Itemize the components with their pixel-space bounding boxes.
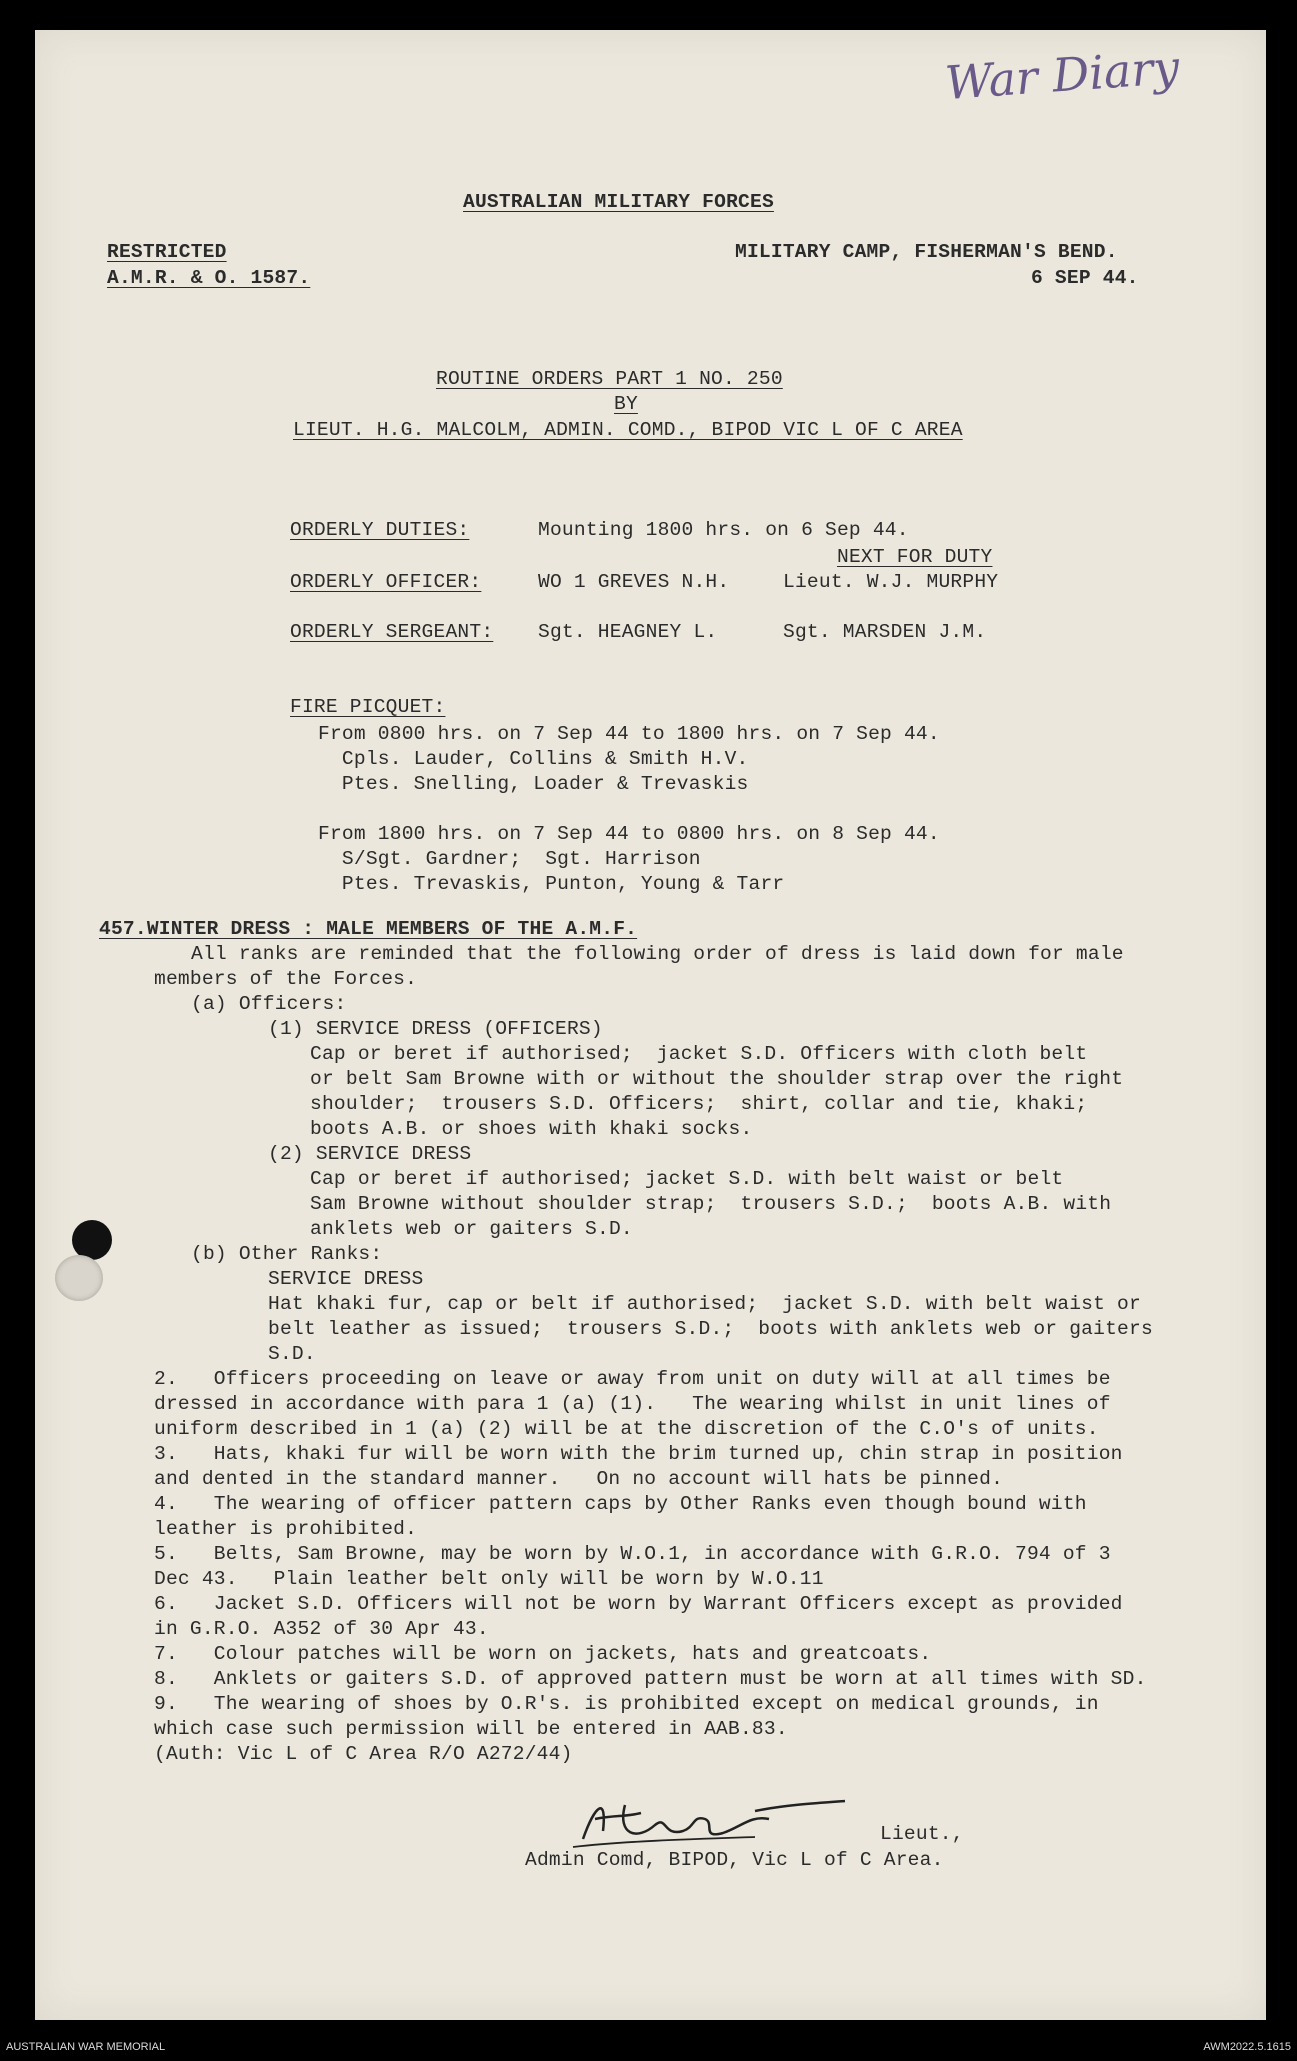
fire-picquet-line: Cpls. Lauder, Collins & Smith H.V. [318, 748, 749, 770]
document-heading: AUSTRALIAN MILITARY FORCES [463, 191, 774, 213]
body-line: (b) Other Ranks: [191, 1243, 383, 1265]
orderly-duties-label: ORDERLY DUTIES: [290, 519, 470, 541]
orderly-sergeant-next: Sgt. MARSDEN J.M. [783, 621, 987, 643]
body-line: members of the Forces. [154, 968, 418, 990]
body-line: uniform described in 1 (a) (2) will be at the discretion of the C.O's of units. [154, 1418, 1099, 1440]
next-for-duty-heading: NEXT FOR DUTY [837, 546, 993, 568]
orderly-sergeant-label: ORDERLY SERGEANT: [290, 621, 494, 643]
body-line: or belt Sam Browne with or without the shoulder strap over the right [310, 1068, 1124, 1090]
fire-picquet-line: Ptes. Trevaskis, Punton, Young & Tarr [318, 873, 785, 895]
body-line: Dec 43. Plain leather belt only will be worn by W.O.11 [154, 1568, 824, 1590]
body-line: (1) SERVICE DRESS (OFFICERS) [268, 1018, 603, 1040]
fire-picquet-line: From 1800 hrs. on 7 Sep 44 to 0800 hrs. on 8 Sep 44. [318, 823, 940, 845]
orderly-officer-value: WO 1 GREVES N.H. [538, 571, 730, 593]
body-line: boots A.B. or shoes with khaki socks. [310, 1118, 753, 1140]
orderly-officer-label: ORDERLY OFFICER: [290, 571, 482, 593]
document-date: 6 SEP 44. [1031, 267, 1139, 289]
fire-picquet-label: FIRE PICQUET: [290, 696, 446, 718]
orders-issuer: LIEUT. H.G. MALCOLM, ADMIN. COMD., BIPOD VIC L OF C AREA [293, 419, 963, 441]
fire-picquet-line: Ptes. Snelling, Loader & Trevaskis [318, 773, 749, 795]
body-line: belt leather as issued; trousers S.D.; boots with anklets web or gaiters [268, 1318, 1153, 1340]
reference-number: A.M.R. & O. 1587. [107, 267, 311, 289]
body-line: which case such permission will be entered in AAB.83. [154, 1718, 788, 1740]
signatory-rank: Lieut., [880, 1823, 964, 1845]
fire-picquet-line: From 0800 hrs. on 7 Sep 44 to 1800 hrs. on 7 Sep 44. [318, 723, 940, 745]
classification: RESTRICTED [107, 241, 227, 263]
orderly-duties-value: Mounting 1800 hrs. on 6 Sep 44. [538, 519, 909, 541]
document-page [35, 30, 1266, 2020]
body-line: 2. Officers proceeding on leave or away from unit on duty will at all times be [154, 1368, 1111, 1390]
archive-footer [0, 2031, 1297, 2061]
body-line: 6. Jacket S.D. Officers will not be worn by Warrant Officers except as provided [154, 1593, 1123, 1615]
body-line: 3. Hats, khaki fur will be worn with the brim turned up, chin strap in position [154, 1443, 1123, 1465]
body-line: S.D. [268, 1343, 316, 1365]
orderly-sergeant-value: Sgt. HEAGNEY L. [538, 621, 718, 643]
body-line: 7. Colour patches will be worn on jackets, hats and greatcoats. [154, 1643, 932, 1665]
punch-hole-torn [55, 1255, 103, 1301]
footer-accession-number: AWM2022.5.1615 [1203, 2041, 1291, 2053]
body-line: Hat khaki fur, cap or belt if authorised; jacket S.D. with belt waist or [268, 1293, 1141, 1315]
body-line: (a) Officers: [191, 993, 347, 1015]
body-line: 4. The wearing of officer pattern caps by Other Ranks even though bound with [154, 1493, 1087, 1515]
fire-picquet-line: S/Sgt. Gardner; Sgt. Harrison [318, 848, 701, 870]
section-title: 457.WINTER DRESS : MALE MEMBERS OF THE A.M.F. [99, 918, 638, 940]
location: MILITARY CAMP, FISHERMAN'S BEND. [735, 241, 1118, 263]
body-line: leather is prohibited. [154, 1518, 418, 1540]
body-line: Cap or beret if authorised; jacket S.D. Officers with cloth belt [310, 1043, 1088, 1065]
body-line: dressed in accordance with para 1 (a) (1). The wearing whilst in unit lines of [154, 1393, 1111, 1415]
footer-source: AUSTRALIAN WAR MEMORIAL [6, 2041, 166, 2053]
orderly-officer-next: Lieut. W.J. MURPHY [783, 571, 999, 593]
handwritten-annotation: War Diary [943, 39, 1181, 111]
body-line: and dented in the standard manner. On no account will hats be pinned. [154, 1468, 1004, 1490]
orders-by: BY [614, 393, 638, 415]
body-line: anklets web or gaiters S.D. [310, 1218, 633, 1240]
body-line: shoulder; trousers S.D. Officers; shirt, collar and tie, khaki; [310, 1093, 1088, 1115]
body-line: 5. Belts, Sam Browne, may be worn by W.O.1, in accordance with G.R.O. 794 of 3 [154, 1543, 1111, 1565]
punch-hole [72, 1220, 112, 1260]
orders-title: ROUTINE ORDERS PART 1 NO. 250 [436, 368, 783, 390]
body-line: (Auth: Vic L of C Area R/O A272/44) [154, 1743, 573, 1765]
body-line: in G.R.O. A352 of 30 Apr 43. [154, 1618, 489, 1640]
body-line: Cap or beret if authorised; jacket S.D. with belt waist or belt [310, 1168, 1064, 1190]
body-line: All ranks are reminded that the following order of dress is laid down for male [191, 943, 1124, 965]
body-line: 9. The wearing of shoes by O.R's. is prohibited except on medical grounds, in [154, 1693, 1099, 1715]
body-line: (2) SERVICE DRESS [268, 1143, 472, 1165]
body-line: 8. Anklets or gaiters S.D. of approved pattern must be worn at all times with SD. [154, 1668, 1147, 1690]
body-line: SERVICE DRESS [268, 1268, 424, 1290]
body-line: Sam Browne without shoulder strap; trousers S.D.; boots A.B. with [310, 1193, 1112, 1215]
signatory-title: Admin Comd, BIPOD, Vic L of C Area. [525, 1849, 944, 1871]
